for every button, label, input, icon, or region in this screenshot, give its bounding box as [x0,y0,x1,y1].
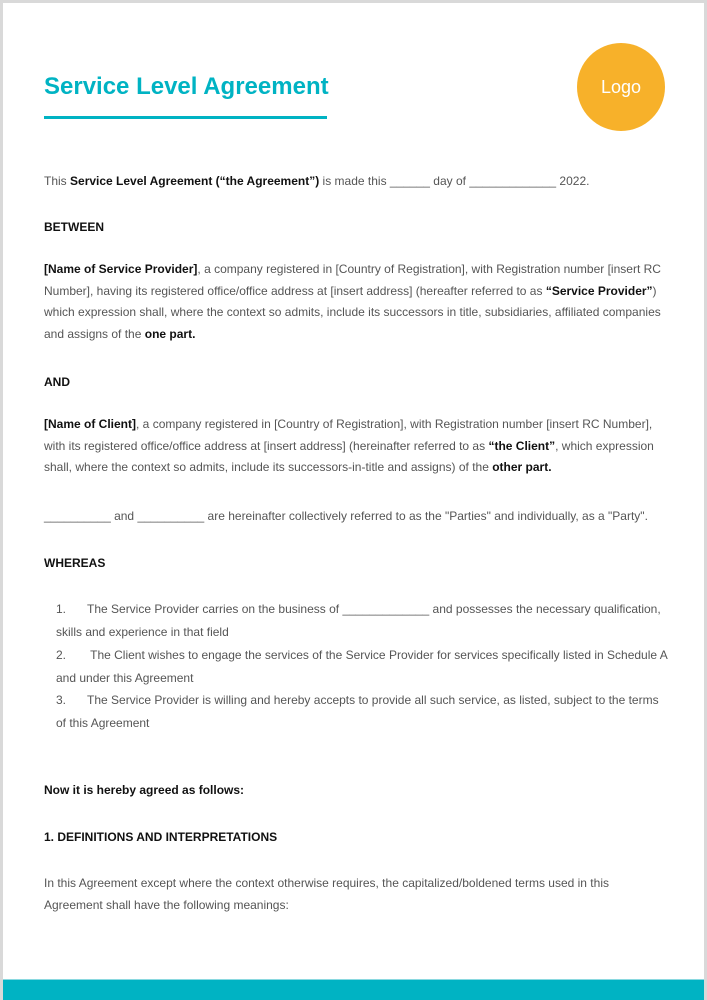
provider-name-placeholder: [Name of Service Provider] [44,262,198,276]
intro-year: 2022. [556,174,590,188]
footer-bar [3,979,704,1000]
party2-blank[interactable]: __________ [137,509,205,523]
parties-and: and [110,509,138,523]
intro-prefix: This [44,174,71,188]
item-text: The Service Provider is willing and hereby accepts to provide all such service, as listed, subject to the terms of this Agreement [56,693,659,730]
whereas-item [56,689,670,734]
item-text-after: and possesses the necessary qualification, skills and experience in that field [56,602,661,639]
agreement-name: Service Level Agreement (“the Agreement”) [70,174,320,188]
between-heading: BETWEEN [44,220,104,234]
logo-label: Logo [600,76,642,97]
item-number: 3. [56,693,67,707]
whereas-item [56,644,670,689]
provider-text-1: , a company registered in [Country of Registration], with Registration number [insert RC Number], having its registered office/office address at [insert address] (hereafter referred to as [44,262,661,298]
business-blank[interactable]: _____________ [342,602,430,616]
logo-placeholder [577,43,665,131]
provider-role: “Service Provider” [545,283,653,298]
day-blank[interactable]: ______ [389,174,430,188]
section-1-paragraph: In this Agreement except where the context otherwise requires, the capitalized/boldened terms used in this Agreement shall have the following meanings: [44,876,609,912]
item-number: 1. [56,602,67,616]
document-page [3,3,704,1000]
party1-blank[interactable]: __________ [44,509,111,523]
client-part: other part. [492,460,552,475]
document-title: Service Level Agreement [44,73,329,100]
agreed-heading: Now it is hereby agreed as follows: [44,783,245,797]
whereas-heading: WHEREAS [44,556,106,570]
intro-paragraph [44,171,670,193]
item-number: 2. [56,648,67,662]
intro-mid: is made this [319,174,390,188]
item-text: The Client wishes to engage the services of the Service Provider for services specifically listed in Schedule A and under this Agreement [56,648,668,685]
parties-text: are hereinafter collectively referred to as the "Parties" and individually, as a "Party". [204,509,648,523]
month-blank[interactable]: _____________ [469,174,557,188]
whereas-item [56,598,670,643]
client-text-1: , a company registered in [Country of Registration], with Registration number [insert RC Number], with its registered office/office address at [insert address] (hereinafter referred to as [44,417,653,453]
provider-part: one part. [144,326,196,341]
client-paragraph [44,414,670,479]
provider-text-2: ) which expression shall, where the context so admits, include its successors in title, subsidiaries, affiliated companies and assigns of the [44,283,661,341]
service-provider-paragraph [44,259,670,345]
and-heading: AND [44,375,70,389]
title-underline [44,116,327,119]
client-text-2: , which expression shall, where the context so admits, include its successors-in-title and assigns) of the [44,438,654,475]
client-name-placeholder: [Name of Client] [44,417,137,431]
item-text: The Service Provider carries on the business of [87,602,343,616]
section-1-heading: 1. DEFINITIONS AND INTERPRETATIONS [44,830,278,844]
parties-line [44,506,670,528]
intro-mid2: day of [429,174,470,188]
client-role: “the Client” [488,438,556,453]
